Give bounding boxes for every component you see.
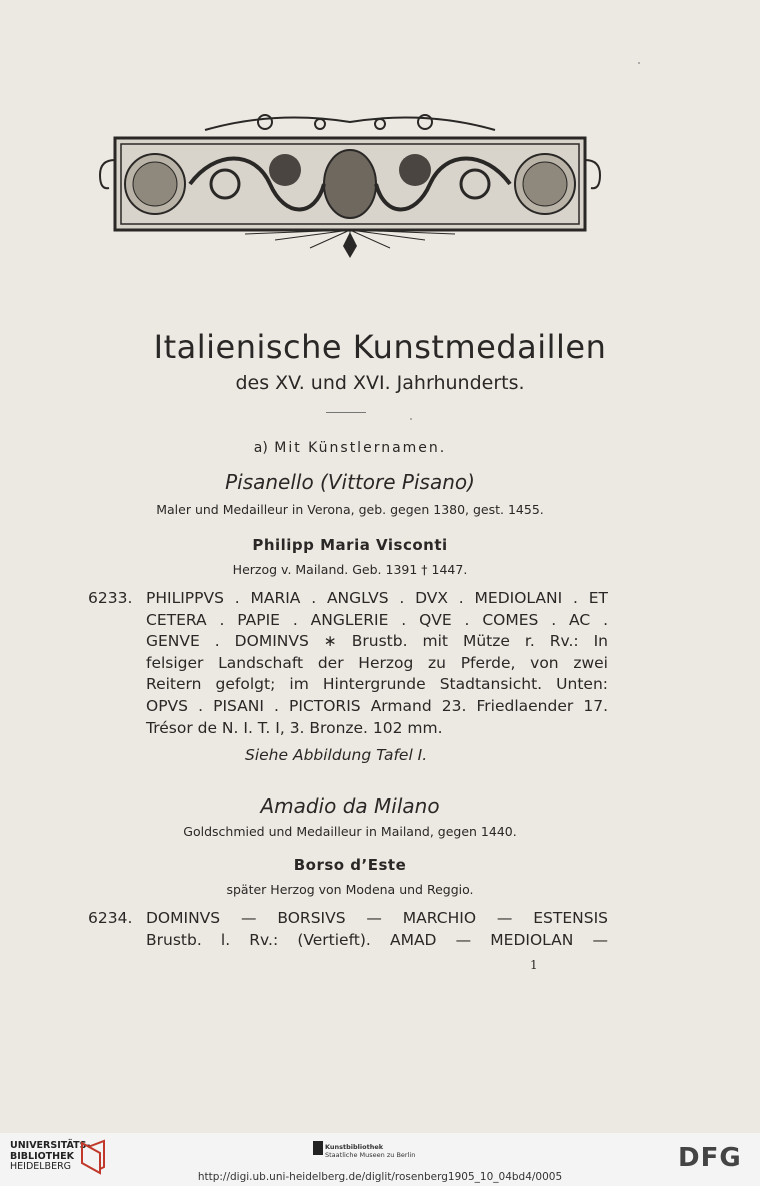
page-number: 1 <box>530 958 538 972</box>
entry-line: GENVE . DOMINVS ∗ Brustb. mit Mütze r. Rv.: In <box>146 632 608 651</box>
artist-name: Amadio da Milano <box>260 794 440 818</box>
entry-body <box>146 588 608 739</box>
footer-bar <box>0 1133 760 1186</box>
artist-description: Goldschmied und Medailleur in Mailand, gegen 1440. <box>183 824 517 839</box>
source-url-link[interactable]: http://digi.ub.uni-heidelberg.de/diglit/rosenberg1905_10_04bd4/0005 <box>197 1171 563 1183</box>
entry-line: DOMINVS — BORSIVS — MARCHIO — ESTENSIS <box>146 909 608 927</box>
section-label: Mit Künstlernamen. <box>274 440 447 456</box>
artist-description: Maler und Medailleur in Verona, geb. gegen 1380, gest. 1455. <box>156 502 544 517</box>
kunst-line: Kunstbibliothek <box>325 1143 384 1151</box>
entry-line: OPVS . PISANI . PICTORIS Armand 23. Friedlaender 17. <box>146 696 608 715</box>
kunst-line: Staatliche Museen zu Berlin <box>325 1151 416 1159</box>
entry-number: 6233. <box>88 589 133 607</box>
library-line: BIBLIOTHEK <box>10 1150 74 1162</box>
kunstbibliothek-logo <box>325 1143 415 1159</box>
library-line: HEIDELBERG <box>10 1161 72 1172</box>
catalog-entry <box>88 908 608 951</box>
library-line: UNIVERSITÄTS- <box>10 1140 91 1151</box>
ornamental-header-vignette <box>95 100 605 260</box>
catalog-entry <box>88 588 608 739</box>
sitter-name: Borso d’Este <box>293 856 407 874</box>
sitter-description: Herzog v. Mailand. Geb. 1391 † 1447. <box>232 562 468 577</box>
entry-line: Trésor de N. I. T. I, 3. Bronze. 102 mm. <box>146 718 443 737</box>
speck <box>638 62 640 64</box>
entry-number: 6234. <box>88 909 133 927</box>
sitter-description: später Herzog von Modena und Reggio. <box>226 882 474 897</box>
section-prefix: a) <box>253 440 268 456</box>
sitter-name: Philipp Maria Visconti <box>252 536 448 554</box>
entry-line: CETERA . PAPIE . ANGLERIE . QVE . COMES . AC . <box>146 610 608 629</box>
speck <box>410 418 412 420</box>
entry-line: Brustb. l. Rv.: (Vertieft). AMAD — MEDIOLAN — <box>146 930 608 949</box>
page-subtitle: des XV. und XVI. Jahrhunderts. <box>235 372 525 394</box>
artist-name: Pisanello (Vittore Pisano) <box>225 470 475 494</box>
kunstbibliothek-logo-icon <box>313 1141 323 1155</box>
section-heading <box>30 440 670 456</box>
entry-line: PHILIPPVS . MARIA . ANGLVS . DVX . MEDIOLANI . ET <box>146 589 608 607</box>
entry-line: Reitern gefolgt; im Hintergrunde Stadtansicht. Unten: <box>146 675 608 694</box>
page-title: Italienische Kunstmedaillen <box>153 328 607 366</box>
entry-body <box>146 908 608 951</box>
dfg-logo: DFG <box>678 1143 742 1173</box>
plate-reference: Siehe Abbildung Tafel I. <box>245 746 428 764</box>
divider <box>326 412 366 413</box>
entry-line: felsiger Landschaft der Herzog zu Pferde, von zwei <box>146 653 608 672</box>
